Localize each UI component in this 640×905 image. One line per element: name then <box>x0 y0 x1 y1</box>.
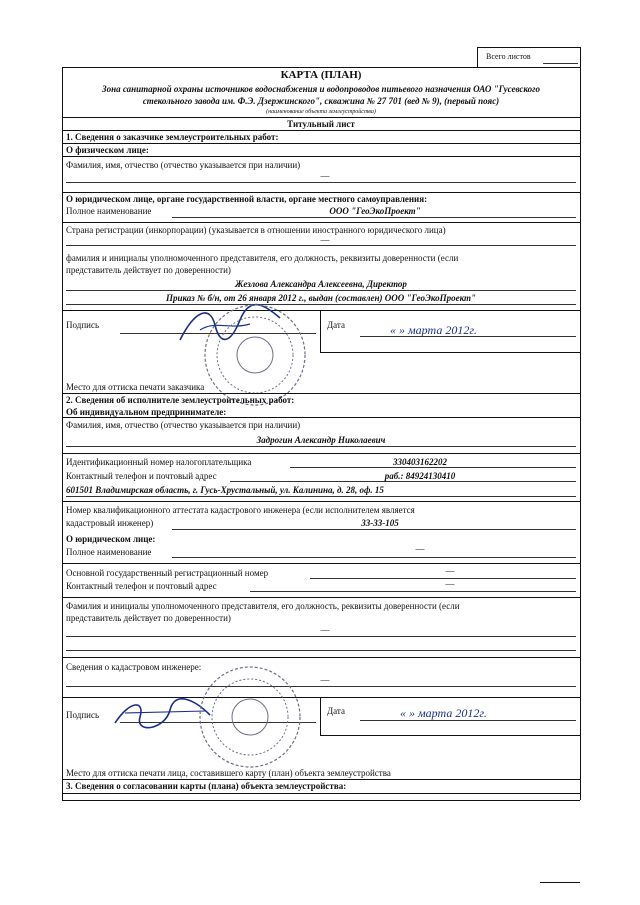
s2-inn-label: Идентификационный номер налогоплательщика <box>66 457 252 467</box>
section-2-header: 2. Сведения об исполнителе землеустроительных работ: <box>66 395 295 405</box>
s2-rep-value: — <box>320 625 330 635</box>
s1-rep-label-1: фамилия и инициалы уполномоченного представителя, его должность, реквизиты доверенности (если <box>66 253 459 263</box>
section-1-header: 1. Сведения о заказчике землеустроительных работ: <box>66 132 279 142</box>
s2-date-value: « » марта 2012г. <box>400 706 487 720</box>
s2-ip-header: Об индивидуальном предпринимателе: <box>66 407 227 417</box>
sheets-total-label: Всего листов <box>486 52 531 61</box>
s1-signature-label: Подпись <box>66 320 100 330</box>
executor-stamp-image <box>195 662 305 772</box>
s2-ogrn-value: — <box>445 566 455 576</box>
s1-legal-header: О юридическом лице, органе государственной власти, органе местного самоуправления: <box>66 194 428 204</box>
s1-full-name-label: Полное наименование <box>66 206 152 216</box>
s1-individual-header: О физическом лице: <box>66 145 149 155</box>
s1-date-label: Дата <box>327 320 345 330</box>
s2-cadastral-value: — <box>320 675 330 685</box>
s2-address-value: 601501 Владимирская область, г. Гусь-Хрустальный, ул. Калинина, д. 28, оф. 15 <box>66 485 384 495</box>
s1-stamp-place: Место для оттиска печати заказчика <box>66 382 205 392</box>
s2-signature-label: Подпись <box>66 710 100 720</box>
object-name-caption: (наименование объекта землеустройства) <box>266 109 376 115</box>
map-title: КАРТА (ПЛАН) <box>280 69 362 81</box>
section-3-header: 3. Сведения о согласовании карты (плана) объекта землеустройства: <box>66 781 347 791</box>
s1-country-label: Страна регистрации (инкорпорации) (указывается в отношении иностранного юридического лица) <box>66 225 446 235</box>
s1-country-value: — <box>320 235 330 245</box>
s2-cert-value: 33-33-105 <box>361 518 399 528</box>
s2-full-name-label: Полное наименование <box>66 547 152 557</box>
title-sheet: Титульный лист <box>287 119 355 129</box>
s1-full-name-value: ООО "ГеоЭкоПроект" <box>329 206 421 216</box>
s1-fio-value: — <box>320 171 330 181</box>
s2-cert-label-1: Номер квалификационного аттестата кадастрового инженера (если исполнителем является <box>66 505 415 515</box>
s2-legal-header: О юридическом лице: <box>66 534 156 544</box>
s2-ogrn-label: Основной государственный регистрационный номер <box>66 568 269 578</box>
s1-rep-value-1: Жезлова Александра Алексеевна, Директор <box>235 279 407 289</box>
subtitle-line-2: стекольного завода им. Ф.Э. Дзержинского", скважина № 27 701 (вед № 9), (первый пояс) <box>142 96 500 106</box>
s2-rep-label-2: представитель действует по доверенности) <box>66 613 231 623</box>
s2-contacts-value: — <box>445 579 455 589</box>
s1-rep-label-2: представитель действует по доверенности) <box>66 265 231 275</box>
s2-rep-label-1: Фамилия и инициалы уполномоченного представителя, его должность, реквизиты доверенности (если <box>66 601 460 611</box>
s1-fio-label: Фамилия, имя, отчество (отчество указывается при наличии) <box>66 160 301 170</box>
s2-full-name-value: — <box>415 544 425 554</box>
s2-phone-label: Контактный телефон и почтовый адрес <box>66 471 217 481</box>
s2-cadastral-label: Сведения о кадастровом инженере: <box>66 662 202 672</box>
s2-contacts-label: Контактный телефон и почтовый адрес <box>66 581 217 591</box>
s2-fio-label: Фамилия, имя, отчество (отчество указывается при наличии) <box>66 420 301 430</box>
s2-date-label: Дата <box>327 706 345 716</box>
s2-fio-value: Задрогин Александр Николаевич <box>256 435 386 445</box>
s1-rep-value-2: Приказ № б/н, от 26 января 2012 г., выдан (составлен) ООО "ГеоЭкоПроект" <box>165 293 477 303</box>
subtitle-line-1: Зона санитарной охраны источников водоснабжения и водопроводов питьевого назначения ОАО "Гусевского <box>102 84 540 94</box>
s2-phone-value: раб.: 84924130410 <box>384 471 456 481</box>
s2-inn-value: 330403162202 <box>393 457 447 467</box>
s1-date-value: « » марта 2012г. <box>390 323 477 337</box>
s2-cert-label-2: кадастровый инженер) <box>66 518 154 528</box>
s2-stamp-place: Место для оттиска печати лица, составившего карту (план) объекта землеустройства <box>66 768 391 778</box>
